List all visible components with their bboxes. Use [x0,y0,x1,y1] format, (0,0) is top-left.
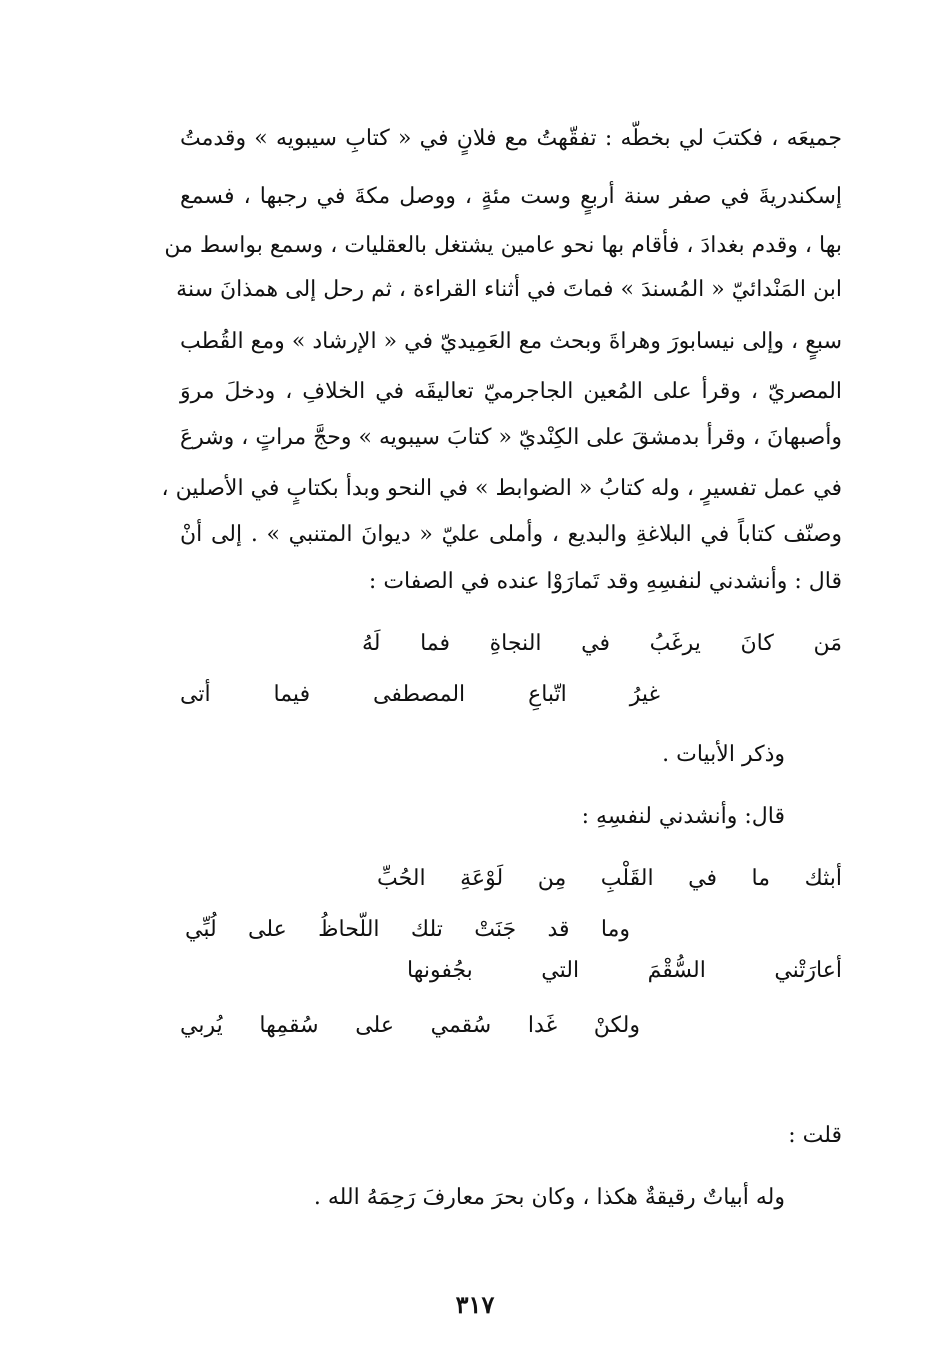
verse-intro: قال: وأنشدني لنفسِهِ : [581,804,785,829]
paragraph-line: في عمل تفسيرٍ ، وله كتابُ « الضوابط » في النحو وبدأ بكتابٍ في الأصلين ، [161,476,842,501]
verse-note: وذكر الأبيات . [662,742,785,767]
paragraph-line: المصريّ ، وقرأ على المُعين الجاجرميّ تعاليقَه في الخلافِ ، ودخلَ مروَ [180,379,842,404]
paragraph-line: سبعٍ ، وإلى نيسابورَ وهراةَ وبحث مع العَمِيديّ في « الإرشاد » ومع القُطب [180,329,842,354]
verse-line: مَن كانَ يرغَبُ في النجاةِ فما لَهُ [362,631,842,656]
verse-line: أعارَتْني السُّقْمَ التي بجُفونها [407,958,842,983]
verse-line: ولكنْ غَدا سُقمي على سُقمِها يُربي [180,1013,640,1038]
verse-line: أبثك ما في القَلْبِ مِن لَوْعَةِ الحُبِّ [377,866,842,891]
closing-line: وله أبياتٌ رقيقةٌ هكذا ، وكان بحرَ معارفَ رَحِمَهُ الله . [313,1185,785,1210]
paragraph-line: ابن المَنْدائيّ « المُسندَ » فماتَ في أثناء القراءة ، ثم رحل إلى همذانَ سنة [176,277,842,302]
verse-line: وما قد جَنَتْ تلك اللّحاظُ على لُبِّي [185,917,630,942]
paragraph-line: قال : وأنشدني لنفسِهِ وقد تَمارَوْا عنده في الصفات : [368,569,842,594]
paragraph-line: بها ، وقدم بغدادَ ، فأقام بها نحو عامين يشتغل بالعقليات ، وسمع بواسط من [164,233,842,258]
qult-heading: قلت : [788,1123,842,1148]
paragraph-line: وصنّف كتاباً في البلاغةِ والبديع ، وأملى عليّ « ديوانَ المتنبي » . إلى أنْ [180,522,842,547]
verse-line: غيرُ اتّباعِ المصطفى فيما أتى [180,682,660,707]
paragraph-line: إسكندريةَ في صفر سنة أربعٍ وست مئةٍ ، ووصل مكةَ في رجبها ، فسمع [180,184,842,209]
paragraph-line: جميعَه ، فكتبَ لي بخطّه : تفقّهتُ مع فلانٍ في « كتابِ سيبويه » وقدمتُ [180,126,842,151]
paragraph-line: وأصبهانَ ، وقرأ بدمشقَ على الكِنْديّ « كتابَ سيبويه » وحجَّ مراتٍ ، وشرعَ [179,425,842,450]
page-number: ٣١٧ [455,1290,495,1319]
